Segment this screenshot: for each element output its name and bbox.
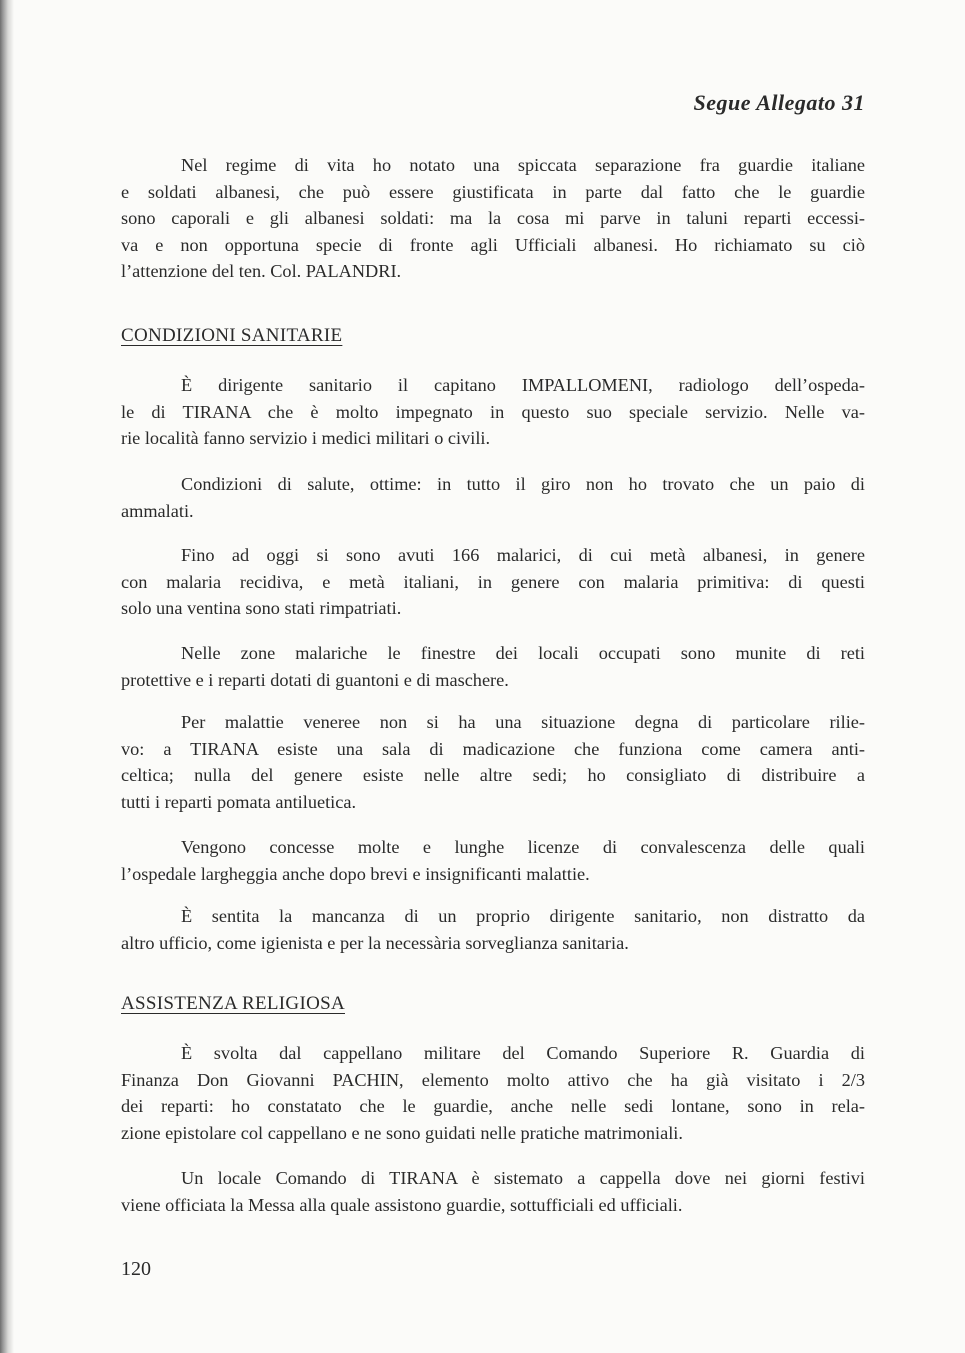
paragraph-malarici <box>121 542 865 622</box>
text-line: Condizioni di salute, ottime: in tutto il giro non ho trovato che un paio di <box>181 474 865 494</box>
text-line: va e non opportuna specie di fronte agli Ufficiali albanesi. Ho richiamato su ciò <box>121 234 865 255</box>
text-line: È dirigente sanitario il capitano IMPALLOMENI, radiologo dell’ospeda- <box>181 375 865 395</box>
text-line: vo: a TIRANA esiste una sala di madicazione che funziona come camera anti- <box>121 738 865 759</box>
text-line: sono caporali e gli albanesi soldati: ma la cosa mi parve in taluni reparti eccessi- <box>121 208 865 228</box>
text-line: Fino ad oggi si sono avuti 166 malarici, di cui metà albanesi, in genere <box>181 545 865 565</box>
text-line: È sentita la mancanza di un proprio dirigente sanitario, non distratto da <box>181 906 865 926</box>
text-line: e soldati albanesi, che può essere giustificata in parte dal fatto che le guardie <box>121 181 865 202</box>
paragraph-cappella <box>121 1165 865 1218</box>
paragraph-salute <box>121 471 865 524</box>
paragraph-dirigente <box>121 372 865 452</box>
text-line: con malaria recidiva, e metà italiani, in genere con malaria primitiva: di questi <box>121 571 865 592</box>
text-line: Per malattie veneree non si ha una situazione degna di particolare rilie- <box>181 712 865 732</box>
paragraph-veneree <box>121 709 865 815</box>
text-line: Nel regime di vita ho notato una spiccata separazione fra guardie italiane <box>181 155 865 175</box>
paragraph-licenze <box>121 834 865 887</box>
text-line: Nelle zone malariche le finestre dei locali occupati sono munite di reti <box>181 643 865 663</box>
text-line: È svolta dal cappellano militare del Comando Superiore R. Guardia di <box>181 1043 865 1063</box>
text-line: solo una ventina sono stati rimpatriati. <box>121 598 402 618</box>
page-binding-edge <box>0 0 14 1353</box>
paragraph-mancanza <box>121 903 865 956</box>
text-line: Vengono concesse molte e lunghe licenze di convalescenza delle quali <box>181 837 865 857</box>
text-line: Un locale Comando di TIRANA è sistemato a cappella dove nei giorni festivi <box>181 1168 865 1188</box>
text-line: Finanza Don Giovanni PACHIN, elemento molto attivo che ha già visitato i 2/3 <box>121 1069 865 1090</box>
text-line: le di TIRANA che è molto impegnato in questo suo speciale servizio. Nelle va- <box>121 401 865 422</box>
text-line: l’ospedale largheggia anche dopo brevi e insignificanti malattie. <box>121 863 590 884</box>
text-line: celtica; nulla del genere esiste nelle altre sedi; ho consigliato di distribuire a <box>121 765 865 785</box>
text-line: protettive e i reparti dotati di guantoni e di maschere. <box>121 669 509 690</box>
text-line: zione epistolare col cappellano e ne sono guidati nelle pratiche matrimoniali. <box>121 1122 683 1143</box>
running-header: Segue Allegato 31 <box>693 90 865 115</box>
text-line: l’attenzione del ten. Col. PALANDRI. <box>121 261 402 281</box>
text-line: rie località fanno servizio i medici militari o civili. <box>121 428 491 448</box>
page-number: 120 <box>121 1258 151 1280</box>
text-line: dei reparti: ho constatato che le guardie, anche nelle sedi lontane, sono in rela- <box>121 1096 865 1116</box>
text-line: viene officiata la Messa alla quale assistono guardie, sottufficiali ed ufficiali. <box>121 1194 683 1215</box>
paragraph-regime <box>121 152 865 285</box>
section-heading-sanitary: CONDIZIONI SANITARIE <box>121 325 343 346</box>
text-line: ammalati. <box>121 500 194 521</box>
section-heading-religious: ASSISTENZA RELIGIOSA <box>121 993 345 1014</box>
paragraph-zone-malariche <box>121 640 865 693</box>
text-line: altro ufficio, come igienista e per la necessària sorveglianza sanitaria. <box>121 932 629 953</box>
paragraph-cappellano <box>121 1040 865 1146</box>
text-line: tutti i reparti pomata antiluetica. <box>121 791 357 812</box>
